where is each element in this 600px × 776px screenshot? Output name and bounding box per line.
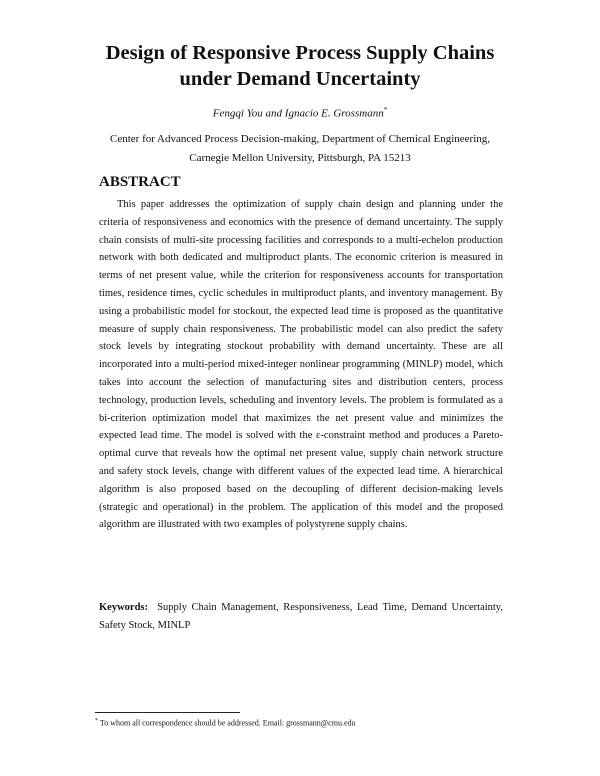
footnote-text: To whom all correspondence should be addressed. Email: grossmann@cmu.edu [99, 718, 356, 728]
title-line-2: under Demand Uncertainty [179, 68, 421, 90]
footnote [95, 718, 356, 728]
authors [0, 106, 600, 120]
footnote-mark: * [95, 718, 98, 724]
author-mark: * [383, 106, 388, 114]
abstract-heading: ABSTRACT [99, 174, 181, 190]
footnote-rule [95, 712, 240, 713]
keywords-list: Supply Chain Management, Responsiveness, Lead Time, Demand Uncertainty, Safety Stock, MINLP [99, 602, 504, 631]
affiliation-line-2: Carnegie Mellon University, Pittsburgh, PA 15213 [189, 152, 411, 164]
paper-title [60, 40, 540, 92]
affiliation [80, 130, 520, 168]
title-line-1: Design of Responsive Process Supply Chains [105, 42, 495, 64]
keywords [99, 599, 503, 635]
abstract-body: This paper addresses the optimization of supply chain design and planning under the criteria of responsiveness and economics with the presence of demand uncertainty. The supply chain consists of multi-site processing facilities and corresponds to a multi-echelon production network with both dedicated and multiproduct plants. The economic criterion is measured in terms of net present value, while the criterion for responsiveness accounts for transportation times, residence times, cyclic schedules in multiproduct plants, and inventory management. By using a probabilistic model for stockout, the expected lead time is proposed as the quantitative measure of supply chain responsiveness. The probabilistic model can also predict the safety stock levels by integrating stockout probability with demand uncertainty. These are all incorporated into a multi-period mixed-integer nonlinear programming (MINLP) model, which takes into account the selection of manufacturing sites and distribution centers, process technology, production levels, scheduling and inventory levels. The problem is formulated as a bi-criterion optimization model that maximizes the net present value and minimizes the expected lead time. The model is solved with the ε-constraint method and produces a Pareto-optimal curve that reveals how the optimal net present value, supply chain network structure and safety stock levels, change with different values of the expected lead time. A hierarchical algorithm is also proposed based on the decoupling of different decision-making levels (strategic and operational) in the problem. The application of this model and the proposed algorithm are illustrated with two examples of polystyrene supply chains. [99, 199, 503, 531]
affiliation-line-1: Center for Advanced Process Decision-making, Department of Chemical Engineering, [110, 133, 490, 145]
keywords-label: Keywords: [99, 602, 148, 613]
author-names: Fengqi You and Ignacio E. Grossmann [212, 107, 384, 120]
